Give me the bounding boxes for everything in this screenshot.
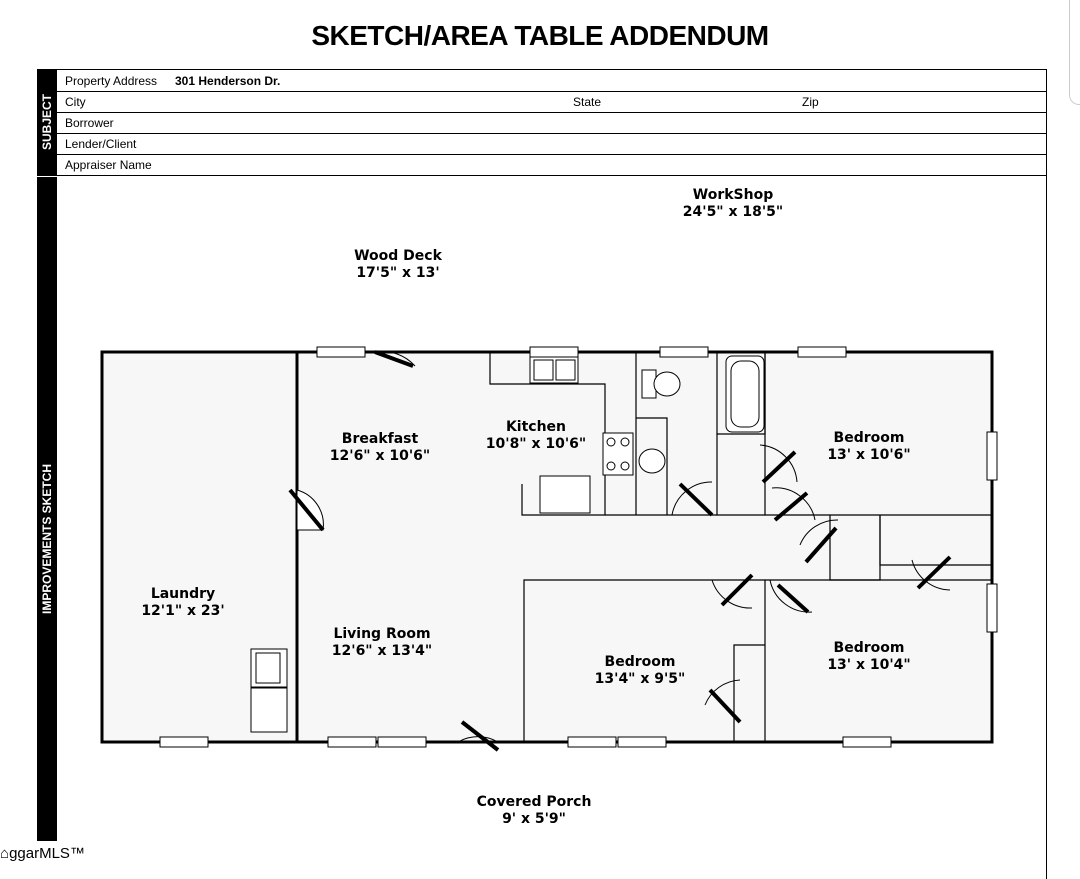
workshop-name: WorkShop <box>692 187 774 203</box>
mls-text: ggarMLS™ <box>9 845 85 862</box>
bedroom-1-label <box>794 430 944 464</box>
laundry-dims: 12'1" x 23' <box>141 603 225 619</box>
washer-dryer <box>251 649 287 732</box>
workshop-dims: 24'5" x 18'5" <box>682 204 784 220</box>
covered-porch-name: Covered Porch <box>476 794 592 810</box>
living-room-label <box>307 626 457 660</box>
toilet <box>642 370 680 398</box>
breakfast-name: Breakfast <box>341 431 419 447</box>
city-label: City <box>65 95 86 109</box>
bedroom-3-dims: 13' x 10'4" <box>827 657 911 673</box>
laundry-name: Laundry <box>150 586 216 602</box>
vanity-sink <box>639 449 665 473</box>
kitchen-label <box>461 419 611 453</box>
covered-porch-dims: 9' x 5'9" <box>502 811 566 827</box>
kitchen-dims: 10'8" x 10'6" <box>485 436 587 452</box>
page-title: SKETCH/AREA TABLE ADDENDUM <box>311 20 769 51</box>
covered-porch-label <box>459 794 609 828</box>
mls-watermark <box>0 845 85 862</box>
borrower-label: Borrower <box>65 116 114 130</box>
bedroom-3-name: Bedroom <box>833 640 905 656</box>
island <box>540 476 590 513</box>
state-label: State <box>573 95 602 109</box>
wood-deck-label <box>323 248 473 282</box>
bedroom-2-dims: 13'4" x 9'5" <box>594 671 686 687</box>
wood-deck-dims: 17'5" x 13' <box>356 265 440 281</box>
house-icon: ⌂ <box>0 845 10 862</box>
bedroom-3-label <box>794 640 944 674</box>
bedroom-1-name: Bedroom <box>833 430 905 446</box>
kitchen-name: Kitchen <box>505 419 567 435</box>
bedroom-1-dims: 13' x 10'6" <box>827 447 911 463</box>
subject-side-label: SUBJECT <box>40 94 54 151</box>
sketch-side-label: IMPROVEMENTS SKETCH <box>40 464 54 615</box>
bathtub <box>726 356 764 432</box>
bedroom-2-name: Bedroom <box>604 654 676 670</box>
scroll-indicator <box>1069 0 1080 105</box>
living-room-dims: 12'6" x 13'4" <box>331 643 433 659</box>
wood-deck-name: Wood Deck <box>354 248 442 264</box>
property-address-label: Property Address <box>65 74 158 88</box>
living-room-name: Living Room <box>333 626 431 642</box>
breakfast-dims: 12'6" x 10'6" <box>329 448 431 464</box>
lender-label: Lender/Client <box>65 137 137 151</box>
appraiser-label: Appraiser Name <box>65 158 152 172</box>
floor-fill <box>102 352 992 742</box>
kitchen-sink <box>530 355 578 383</box>
property-address-value: 301 Henderson Dr. <box>175 74 281 88</box>
breakfast-label <box>305 431 455 465</box>
zip-label: Zip <box>802 95 819 109</box>
workshop-label <box>658 187 808 221</box>
bedroom-2-label <box>565 654 715 688</box>
laundry-label <box>108 586 258 620</box>
